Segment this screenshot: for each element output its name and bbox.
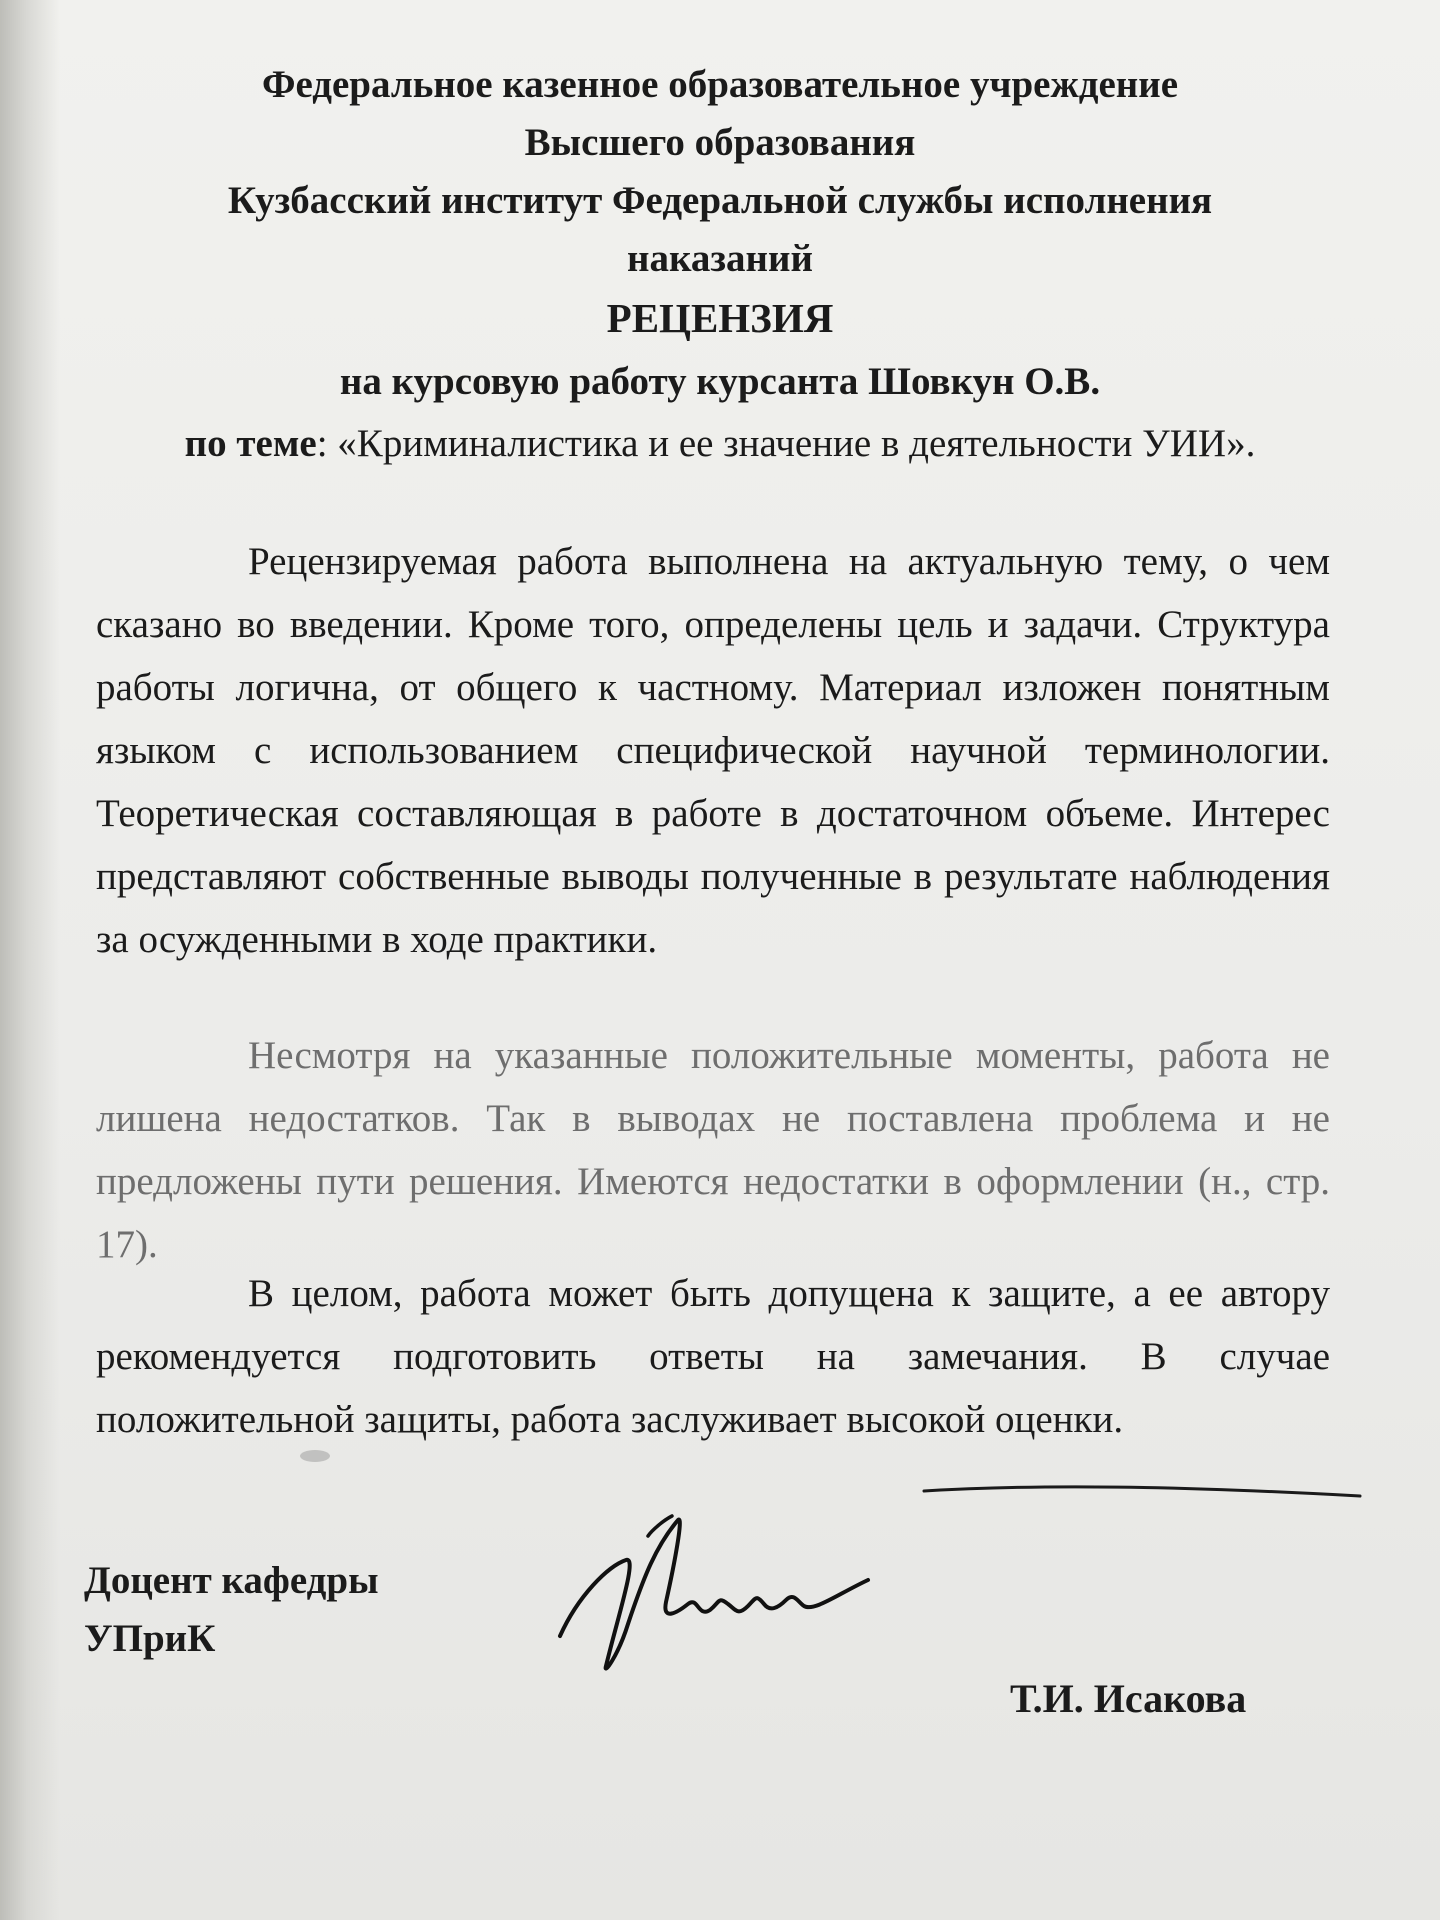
page-edge-shadow <box>0 0 60 1920</box>
document-subtitle: на курсовую работу курсанта Шовкун О.В. <box>339 360 1101 403</box>
ink-smudge <box>300 1450 330 1462</box>
review-paragraph-1 <box>96 530 1330 971</box>
header-line-4: наказаний <box>627 237 813 280</box>
paragraph-1-text: Рецензируемая работа выполнена на актуальную тему, о чем сказано во введении. Кроме того, определены цель и задачи. Структура работы логична, от общего к частному. Материал изложен понятным языком с использованием специфической научной терминологии. Теоретическая составляющая в работе в достаточном объеме. Интерес представляют собственные выводы полученные в результате наблюдения за осужденными в ходе практики. <box>96 540 1330 961</box>
position-line-2: УПриК <box>84 1617 216 1660</box>
header-line-1: Федеральное казенное образовательное учреждение <box>261 63 1179 106</box>
review-paragraph-3 <box>96 1262 1330 1451</box>
position-line-1: Доцент кафедры <box>84 1559 379 1602</box>
signer-name: Т.И. Исакова <box>1010 1676 1247 1721</box>
header-line-2: Высшего образования <box>524 121 916 164</box>
handwritten-signature-icon <box>548 1506 878 1686</box>
topic-text: : «Криминалистика и ее значение в деятельности УИИ». <box>316 422 1256 465</box>
review-paragraph-2 <box>96 1024 1330 1276</box>
review-topic <box>150 414 1290 474</box>
handwritten-underline <box>920 1482 1364 1500</box>
document-title: РЕЦЕНЗИЯ <box>606 295 834 341</box>
topic-label: по теме <box>184 422 317 465</box>
paragraph-3-text: В целом, работа может быть допущена к защите, а ее автору рекомендуется подготовить ответы на замечания. В случае положительной защиты, работа заслуживает высокой оценки. <box>96 1272 1330 1441</box>
header-line-3: Кузбасский институт Федеральной службы исполнения <box>227 179 1213 222</box>
paragraph-2-text: Несмотря на указанные положительные моменты, работа не лишена недостатков. Так в выводах не поставлена проблема и не предложены пути решения. Имеются недостатки в оформлении (н., стр. 17). <box>96 1034 1330 1266</box>
institution-header <box>120 56 1320 288</box>
reviewer-position <box>84 1552 379 1668</box>
